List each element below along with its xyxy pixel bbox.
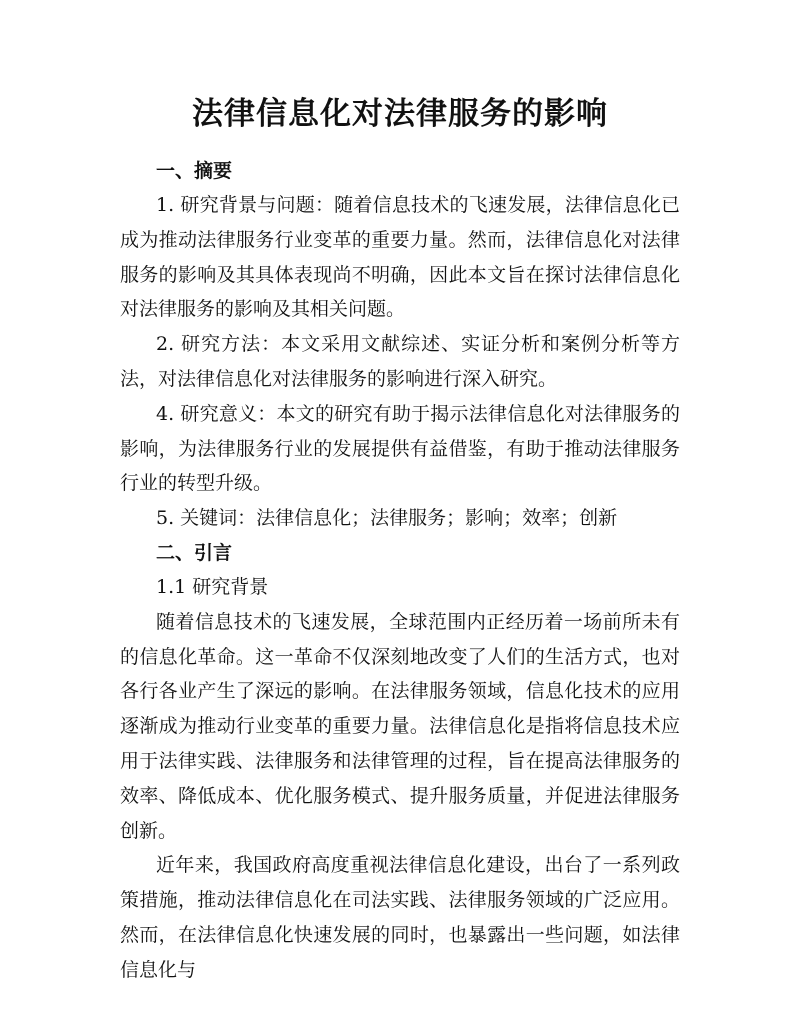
intro-paragraph: 近年来，我国政府高度重视法律信息化建设，出台了一系列政策措施，推动法律信息化在司法实践、法律服务领域的广泛应用。然而，在法律信息化快速发展的同时，也暴露出一些问题，如法律信息化与 — [120, 854, 680, 981]
intro-subheading: 1.1 研究背景 — [156, 575, 269, 598]
abstract-item-keywords: 5. 关键词：法律信息化；法律服务；影响；效率；创新 — [156, 507, 618, 530]
abstract-item-significance: 4. 研究意义：本文的研究有助于揭示法律信息化对法律服务的影响，为法律服务行业的发展提供有益借鉴，有助于推动法律服务行业的转型升级。 — [120, 402, 680, 495]
abstract-heading: 一、摘要 — [156, 160, 233, 182]
abstract-item-method: 2. 研究方法：本文采用文献综述、实证分析和案例分析等方法，对法律信息化对法律服务的影响进行深入研究。 — [120, 333, 680, 390]
document-title: 法律信息化对法律服务的影响 — [192, 96, 608, 132]
intro-paragraph: 随着信息技术的飞速发展，全球范围内正经历着一场前所未有的信息化革命。这一革命不仅深刻地改变了人们的生活方式，也对各行各业产生了深远的影响。在法律服务领域，信息化技术的应用逐渐成为推动行业变革的重要力量。法律信息化是指将信息技术应用于法律实践、法律服务和法律管理的过程，旨在提高法律服务的效率、降低成本、优化服务模式、提升服务质量，并促进法律服务创新。 — [120, 610, 680, 842]
intro-heading: 二、引言 — [156, 541, 233, 564]
abstract-item-background: 1. 研究背景与问题：随着信息技术的飞速发展，法律信息化已成为推动法律服务行业变革的重要力量。然而，法律信息化对法律服务的影响及其具体表现尚不明确，因此本文旨在探讨法律信息化对法律服务的影响及其相关问题。 — [120, 194, 680, 321]
